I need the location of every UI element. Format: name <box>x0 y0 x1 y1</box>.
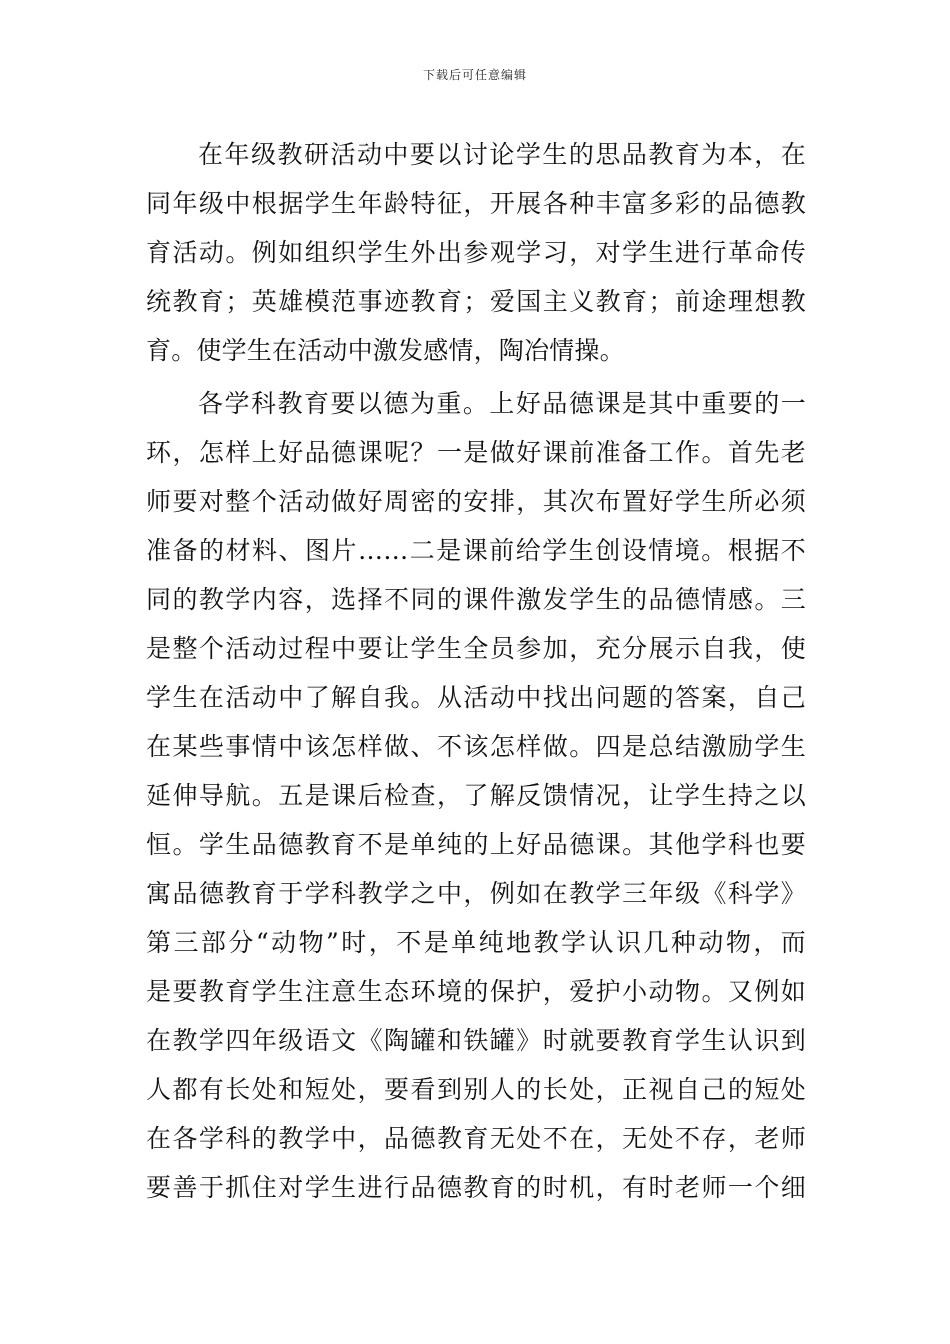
text-line: 第三部分“动物”时，不是单纯地教学认识几种动物，而 <box>146 928 806 957</box>
text-line: 同的教学内容，选择不同的课件激发学生的品德情感。三 <box>146 585 806 614</box>
text-line: 准备的材料、图片……二是课前给学生创设情境。根据不 <box>146 536 806 565</box>
document-body <box>146 130 806 1212</box>
text-line: 在教学四年级语文《陶罐和铁罐》时就要教育学生认识到 <box>146 1026 806 1055</box>
text-line: 育。使学生在活动中激发感情，陶冶情操。 <box>146 336 625 365</box>
paragraph-2 <box>146 379 806 1212</box>
page-header: 下载后可任意编辑 <box>422 68 527 82</box>
text-line: 各学科教育要以德为重。上好品德课是其中重要的一 <box>198 389 806 418</box>
text-line: 在年级教研活动中要以讨论学生的思品教育为本，在 <box>198 140 806 169</box>
text-line: 在各学科的教学中，品德教育无处不在，无处不存，老师 <box>146 1124 806 1153</box>
text-line: 寓品德教育于学科教学之中，例如在教学三年级《科学》 <box>146 879 806 908</box>
text-line: 要善于抓住对学生进行品德教育的时机，有时老师一个细 <box>146 1173 806 1202</box>
text-line: 统教育；英雄模范事迹教育；爱国主义教育；前途理想教 <box>146 287 806 316</box>
text-line: 同年级中根据学生年龄特征，开展各种丰富多彩的品德教 <box>146 189 806 218</box>
text-line: 在某些事情中该怎样做、不该怎样做。四是总结激励学生 <box>146 732 806 761</box>
text-line: 是要教育学生注意生态环境的保护，爱护小动物。又例如 <box>146 977 806 1006</box>
text-line: 师要对整个活动做好周密的安排，其次布置好学生所必须 <box>146 487 806 516</box>
paragraph-1 <box>146 130 806 375</box>
text-line: 学生在活动中了解自我。从活动中找出问题的答案，自己 <box>146 683 806 712</box>
text-line: 恒。学生品德教育不是单纯的上好品德课。其他学科也要 <box>146 830 806 859</box>
text-line: 延伸导航。五是课后检查，了解反馈情况，让学生持之以 <box>146 781 806 810</box>
text-line: 环，怎样上好品德课呢？一是做好课前准备工作。首先老 <box>146 438 806 467</box>
text-line: 育活动。例如组织学生外出参观学习，对学生进行革命传 <box>146 238 806 267</box>
text-line: 是整个活动过程中要让学生全员参加，充分展示自我，使 <box>146 634 806 663</box>
text-line: 人都有长处和短处，要看到别人的长处，正视自己的短处 <box>146 1075 806 1104</box>
